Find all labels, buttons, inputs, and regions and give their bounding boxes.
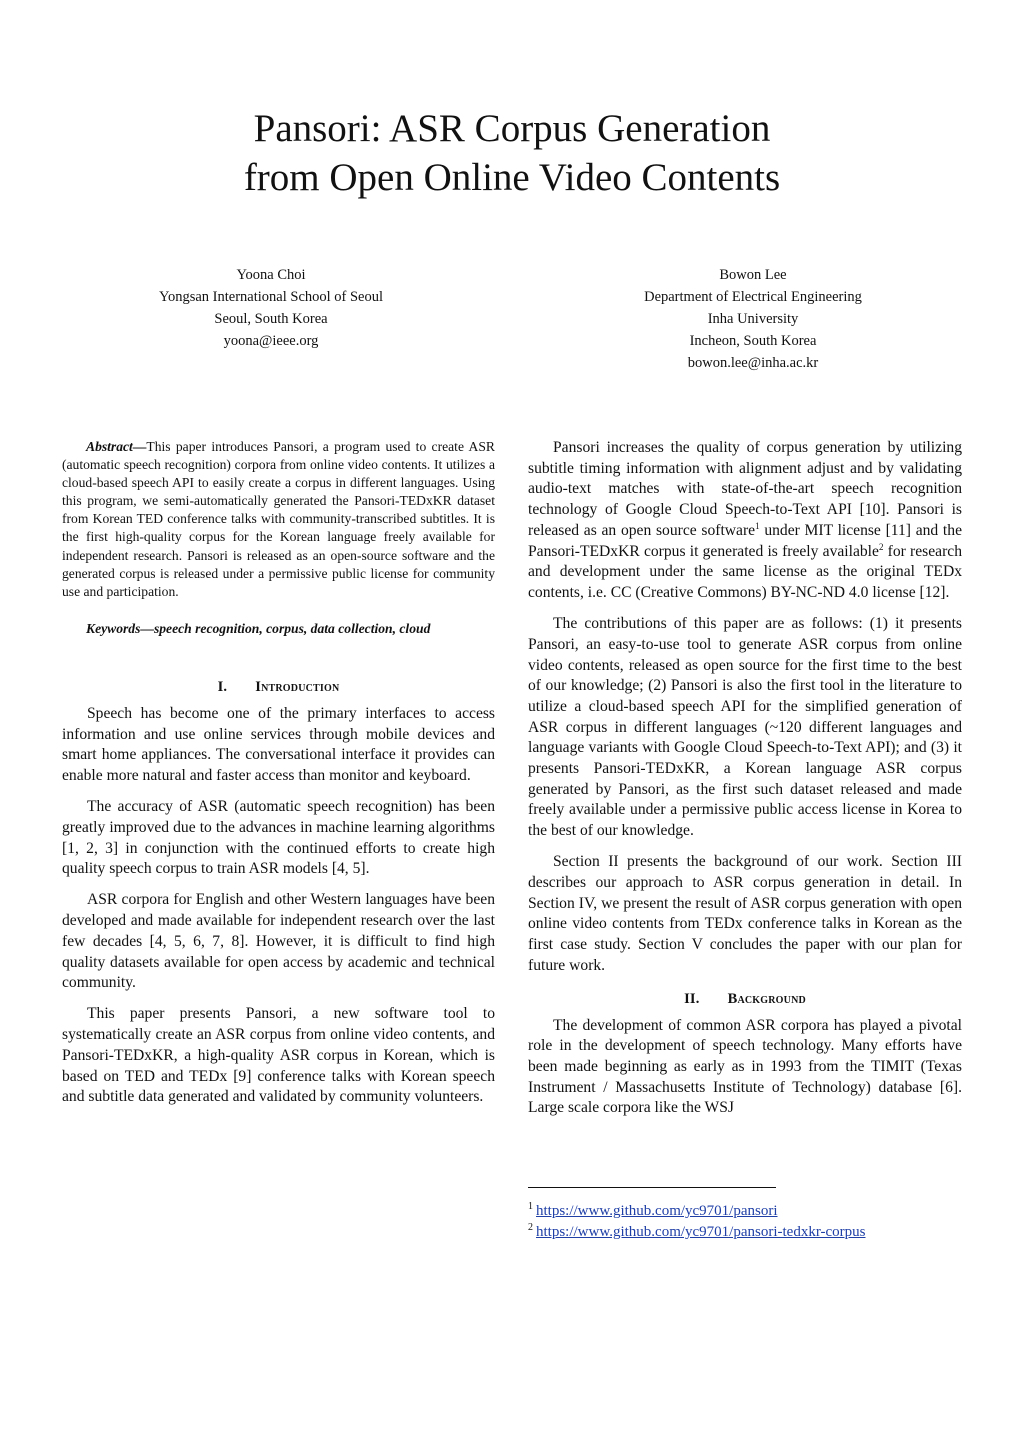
author-location: Incheon, South Korea xyxy=(689,333,817,349)
intro-paragraph-1: Speech has become one of the primary interfaces to access information and use online services through mobile devices and smart home appliances. The conversational interface it provides can enable more natural and faster access than monitor and keyboard. xyxy=(62,704,495,784)
paragraph-text: for research and development under the same license as the original TEDx contents, i.e. CC (Creative Commons) BY-NC-ND 4.0 license [12]. xyxy=(528,542,962,601)
author-email: yoona@ieee.org xyxy=(223,333,319,349)
footnote-mark: 2 xyxy=(528,1222,533,1233)
left-column xyxy=(62,438,495,1119)
paragraph-text: Pansori increases the quality of corpus generation by utilizing subtitle timing information with alignment adjust and by validating audio-text matches with state-of-the-art speech recognition technology of Google Cloud Speech-to-Text API [10]. Pansori is released as an open source software xyxy=(528,439,962,539)
intro-paragraph-2: The accuracy of ASR (automatic speech recognition) has been greatly improved due to the advances in machine learning algorithms [1, 2, 3] in conjunction with the continued efforts to create high quality speech corpus to train ASR models [4, 5]. xyxy=(62,798,495,878)
author-name: Bowon Lee xyxy=(719,267,787,283)
author-department: Department of Electrical Engineering xyxy=(644,289,862,305)
intro-paragraph-6: The contributions of this paper are as follows: (1) it presents Pansori, an easy-to-use tool to generate ASR corpus from online video contents, released as open source for the first time to the best of our knowledge; (2) Pansori is also the first tool in the literature to utilize a cloud-based speech API for the simplified generation of ASR corpus in different languages (~120 different languages and language variants with Google Cloud Speech-to-Text API); and (3) it presents Pansori-TEDxKR, a Korean language ASR corpus generated by Pansori, as the first such dataset released and made freely available under a permissive public access license in Korea to the best of our knowledge. xyxy=(528,615,962,840)
paragraph-text: under MIT license [11] and the Pansori-TEDxKR corpus it generated is freely available xyxy=(528,521,962,560)
author-block-2 xyxy=(582,264,924,374)
section-heading-background xyxy=(528,991,962,1008)
abstract-text: This paper introduces Pansori, a program used to create ASR (automatic speech recognition) corpora from online video contents. It utilizes a cloud-based speech API to easily create a corpus in different languages. Using this program, we semi-automatically generated the Pansori-TEDxKR dataset from Korean TED conference talks with community-transcribed subtitles. It is the first high-quality corpus for the Korean language freely available for independent research. Pansori is released as an open-source software and the generated corpus is released under a permissive public license for community use and participation. xyxy=(62,439,495,599)
author-location: Seoul, South Korea xyxy=(214,311,328,327)
background-paragraph-1: The development of common ASR corpora has played a pivotal role in the development of speech technology. Many efforts have been made beginning as early as in 1993 from the TIMIT (Texas Instrument / Massachusetts Institute of Technology) database [6]. Large scale corpora like the WSJ xyxy=(528,1016,962,1117)
right-column xyxy=(528,438,962,1130)
section-number: I. xyxy=(217,678,228,695)
abstract-label: Abstract— xyxy=(86,439,147,454)
author-block-1 xyxy=(100,264,442,352)
footnote-divider xyxy=(528,1187,776,1188)
section-title: Introduction xyxy=(255,678,340,695)
footnote-ref-1: 1 xyxy=(755,520,760,531)
footnote-2 xyxy=(528,1218,866,1242)
section-heading-introduction xyxy=(62,679,495,696)
footnote-link-1[interactable]: https://www.github.com/yc9701/pansori xyxy=(536,1203,778,1219)
author-affiliation: Inha University xyxy=(707,311,799,327)
title-line-1: Pansori: ASR Corpus Generation xyxy=(253,107,771,150)
section-number: II. xyxy=(684,990,700,1007)
author-email: bowon.lee@inha.ac.kr xyxy=(687,355,819,371)
author-name: Yoona Choi xyxy=(236,267,306,283)
intro-paragraph-5 xyxy=(528,438,962,604)
author-affiliation: Yongsan International School of Seoul xyxy=(158,289,384,305)
footnote-link-2[interactable]: https://www.github.com/yc9701/pansori-tedxkr-corpus xyxy=(536,1224,866,1240)
paper-title xyxy=(0,104,1024,202)
intro-paragraph-7: Section II presents the background of our work. Section III describes our approach to ASR corpus generation in detail. In Section IV, we present the result of ASR corpus generation with open online video contents from TEDx conference talks in Korean as the first case study. Section V concludes the paper with our plan for future work. xyxy=(528,853,962,974)
title-line-2: from Open Online Video Contents xyxy=(243,156,781,199)
intro-paragraph-3: ASR corpora for English and other Western languages have been developed and made available for independent research over the last few decades [4, 5, 6, 7, 8]. However, it is difficult to find high quality datasets available for open access by academic and technical community. xyxy=(62,891,495,992)
section-title: Background xyxy=(727,990,806,1007)
footnote-ref-2: 2 xyxy=(878,541,884,552)
keywords: Keywords—speech recognition, corpus, data collection, cloud xyxy=(86,620,431,636)
footnote-mark: 1 xyxy=(528,1201,533,1212)
intro-paragraph-4: This paper presents Pansori, a new software tool to systematically create an ASR corpus from online video contents, and Pansori-TEDxKR, a high-quality ASR corpus in Korean, which is based on TED and TEDx [9] conference talks with Korean speech and subtitle data generated and validated by community volunteers. xyxy=(62,1005,495,1106)
abstract xyxy=(62,438,495,601)
